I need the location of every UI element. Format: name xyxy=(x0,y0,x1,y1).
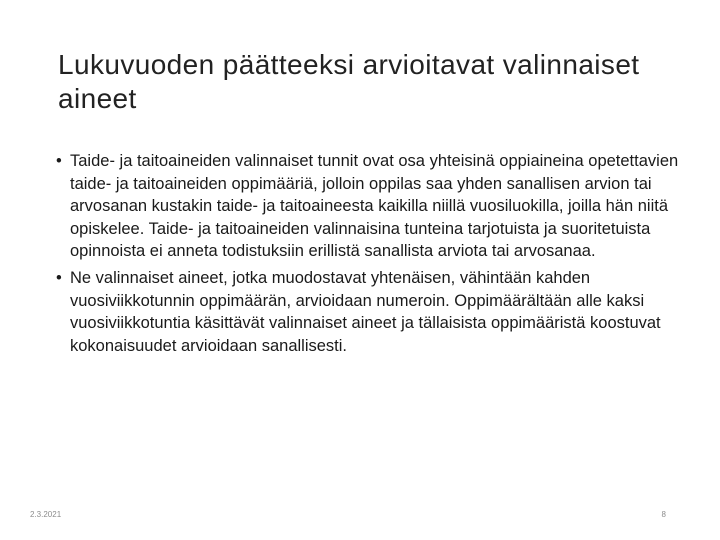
bullet-item-1 xyxy=(56,150,692,263)
bullet-list xyxy=(56,150,692,361)
slide-title: Lukuvuoden päätteeksi arvioitavat valinnaiset aineet xyxy=(58,49,640,114)
bullet-marker: • xyxy=(56,152,62,170)
bullet-item-2 xyxy=(56,267,692,357)
bullet-marker: • xyxy=(56,268,62,287)
page-number: 8 xyxy=(661,510,666,519)
bullet-text-1: Taide- ja taitoaineiden valinnaiset tunnit ovat osa yhteisinä oppiaineina opetettavien taide- ja taitoaineiden oppimääriä, jolloin oppilas saa yhden sanallisen arvion tai arvosanan kustakin taide- ja taitoaineesta kaikilla niillä vuosiluokilla, joilla hän niitä opiskelee. Taide- ja taitoaineiden valinnaisina tunteina tarjotuista ja suoritetuista opinnoista ei anneta todistuksiin erillistä sanallista arviota tai arvosanaa. xyxy=(70,152,679,261)
bullet-text-2: Ne valinnaiset aineet, jotka muodostavat yhtenäisen, vähintään kahden vuosiviikkotunnin oppimäärän, arvioidaan numeroin. Oppimäärältään alle kaksi vuosiviikkotuntia käsittävät valinnaiset aineet ja tällaisista oppimääristä koostuvat kokonaisuudet arvioidaan sanallisesti. xyxy=(70,268,661,355)
footer-date: 2.3.2021 xyxy=(30,510,62,519)
